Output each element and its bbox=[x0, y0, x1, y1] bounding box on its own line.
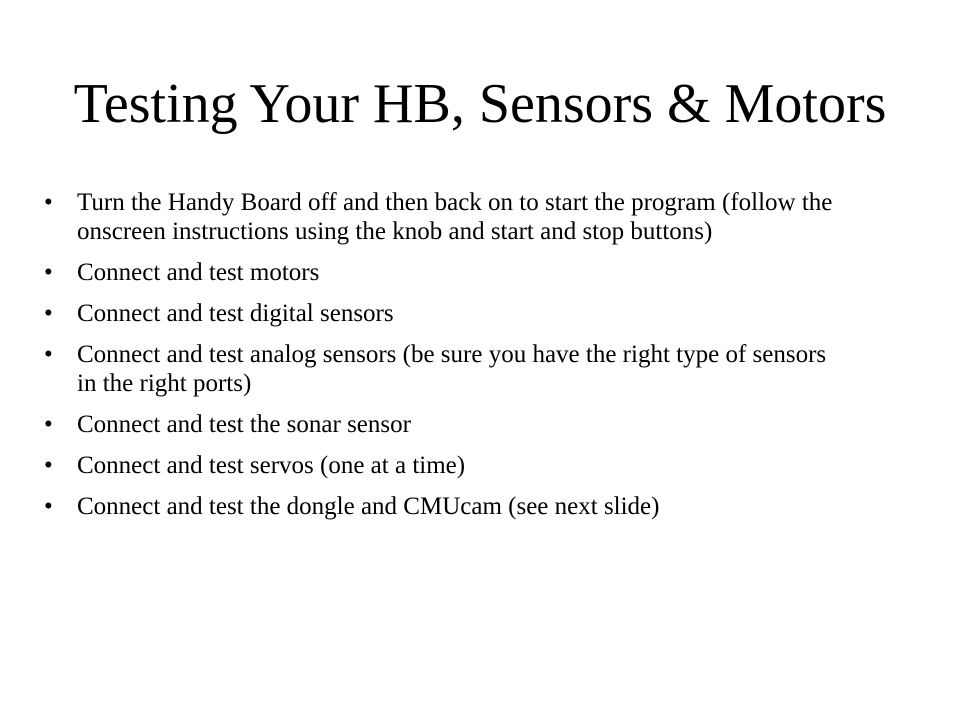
bullet-dot-icon: • bbox=[44, 452, 53, 479]
bullet-item bbox=[44, 188, 844, 246]
bullet-dot-icon: • bbox=[44, 259, 53, 286]
bullet-item bbox=[44, 299, 844, 328]
bullet-dot-icon: • bbox=[44, 189, 53, 216]
bullet-text: Connect and test servos (one at a time) bbox=[77, 452, 466, 479]
bullet-item bbox=[44, 258, 844, 287]
bullet-text: Connect and test the sonar sensor bbox=[77, 411, 411, 438]
bullet-text: Connect and test digital sensors bbox=[77, 300, 394, 327]
bullet-item bbox=[44, 410, 844, 439]
bullet-item bbox=[44, 340, 844, 398]
bullet-text: Connect and test analog sensors (be sure you have the right type of sensors in the right ports) bbox=[77, 341, 827, 397]
bullet-text: Turn the Handy Board off and then back on to start the program (follow the onscreen instructions using the knob and start and stop buttons) bbox=[77, 189, 833, 245]
bullet-text: Connect and test motors bbox=[77, 259, 320, 286]
slide-title: Testing Your HB, Sensors & Motors bbox=[73, 73, 887, 135]
bullet-text: Connect and test the dongle and CMUcam (see next slide) bbox=[77, 493, 660, 520]
bullet-list bbox=[44, 188, 844, 533]
bullet-dot-icon: • bbox=[44, 493, 53, 520]
bullet-item bbox=[44, 451, 844, 480]
bullet-item bbox=[44, 492, 844, 521]
bullet-dot-icon: • bbox=[44, 411, 53, 438]
bullet-dot-icon: • bbox=[44, 300, 53, 327]
bullet-dot-icon: • bbox=[44, 341, 53, 368]
